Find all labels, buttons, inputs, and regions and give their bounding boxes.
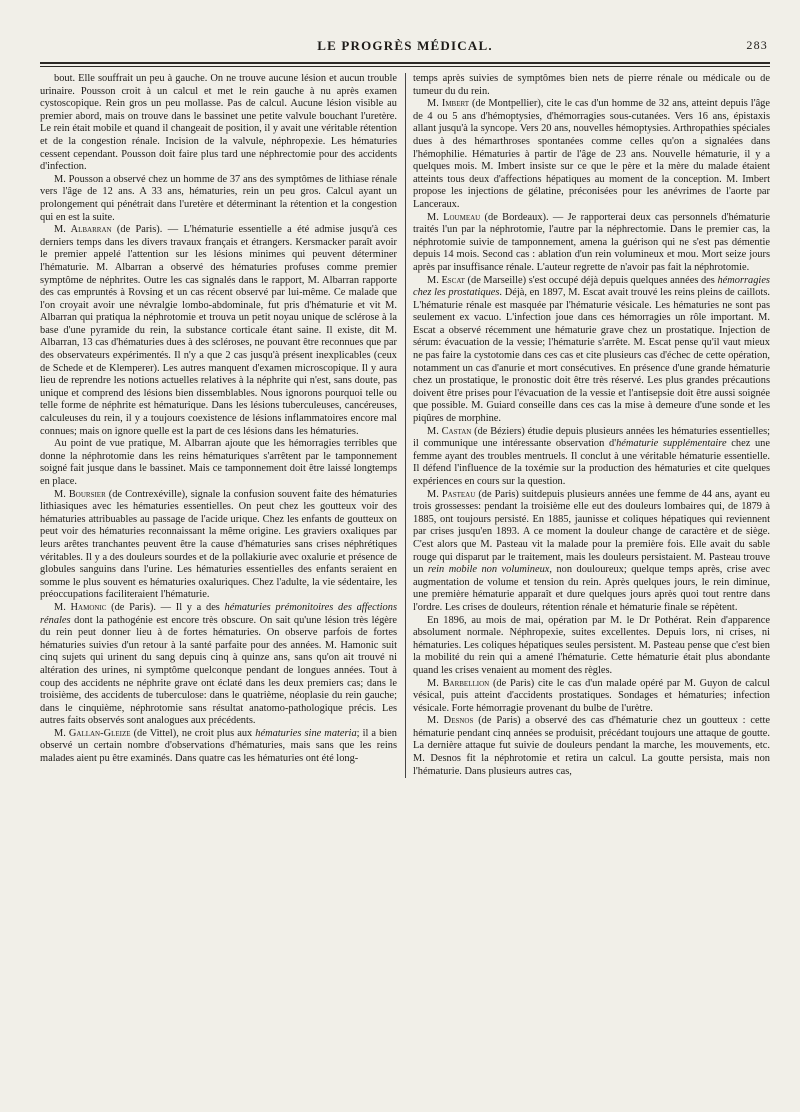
paragraph-text: (de Paris) a observé des cas d'hématurie chez un goutteux : cette hématurie pendant cinq années se produisit, précédant toujours une attaque de goutte. La dernière attaque fut suivie de douleurs pendant la marche, les mouvements, etc. M. Desnos fit la néphrotomie et retira un calcul. La goutte persista, mais non l'hématurie. Dans plusieurs autres cas,	[413, 715, 770, 777]
paragraph	[40, 728, 397, 766]
italic-title: hémorragies chez les prostatiques	[413, 274, 770, 299]
text-columns	[40, 73, 770, 778]
page-header	[40, 38, 770, 60]
paragraph	[413, 98, 770, 211]
paragraph	[40, 602, 397, 728]
paragraph-text: (de Paris) suitdepuis plusieurs années une femme de 44 ans, ayant eu trois grossesses: pendant la troisième elle eut des douleurs lombaires qui, de 1879 à 1885, ont toujours persisté. En 1885, jaunisse et coliques hépatiques qui reviennent par crises jusqu'en 1893. A ce moment la douleur change de caractère et de siège. C'est alors que M. Pasteau vit la malade pour la première fois. Elle avait du sable rouge qui disparut par le traitement, mais les douleurs persistaient. M. Pasteau trouve un	[413, 488, 771, 576]
paragraph	[413, 678, 770, 716]
paragraph	[40, 438, 397, 488]
paragraph-text: . Déjà, en 1897, M. Escat avait trouvé les reins pleins de caillots. L'hématurie rénale est masquée par l'hématurie vésicale. Les hématuries ne sont pas seulement ex vacuo. L'infection joue dans ces hémorragies un rôle important. M. Escat a observé récemment une hématurie grave chez un prostatique. Injection de sérum: évacuation de la vessie; l'hématurie s'arrête. M. Escat pense qu'il vaut mieux ne pas faire la cystotomie dans ces cas et cite plusieurs cas d'échec de cette opération, notamment un cas d'anurie et mort consécutives. En présence d'une grande hématurie chez un prostatique, le pronostic doit être très réservé. Les plus grandes précautions doivent être prises pour l'évacuation de la vessie et l'antisepsie doit être aussi soignée que possible. M. Guiard conseille dans ces cas la mise à demeure d'une sonde et les piqûres de morphine.	[413, 287, 770, 425]
paragraph-text: (de Contrexéville), signale la confusion souvent faite des hématuries lithiasiques avec les hématuries essentielles. On peut chez les goutteux voir des hématuries attribuables au passage de l'acide urique. Chez les enfants de goutteux on peut voir des hématuries reconnaissant la même origine. Les graviers oxaliques par leurs arêtes tranchantes peuvent être la cause d'hématuries sans crises néphrétiques véritables. Il y a des douleurs sourdes et de la pollakiurie avec oxalurie et présence de globules sanguins dans l'urine. Les hématuries essentielles des enfants seraient en somme le plus souvent es hématuries oxaluriques. Chez l'adulte, la vie sédentaire, les préoccupations faciliteraient l'hématurie.	[40, 488, 397, 601]
speaker-name: M. Pasteau	[427, 488, 476, 500]
italic-title: rein mobile non volumineux	[427, 564, 550, 576]
page-number: 283	[746, 38, 768, 52]
paragraph-text: (de Vittel), ne croit plus aux	[130, 727, 256, 739]
speaker-name: M. Gallan-Gleize	[54, 727, 131, 739]
speaker-name: M. Albarran	[54, 224, 112, 236]
paragraph-text: chez une femme ayant des troubles mentruels. Il conclut à une véritable hématurie essentielle. Il défend l'influence de la toxémie sur la production des hématuries et cite quelques expériences en cours sur la question.	[413, 438, 770, 487]
italic-title: hématuries sine materia	[255, 727, 357, 739]
speaker-name: M. Imbert	[427, 98, 470, 110]
paragraph	[40, 224, 397, 438]
paragraph-text: ; il a bien observé un certain nombre d'observations d'hématuries, mais sans que les reins malades aient pu être examinés. Dans quatre cas les hématuries ont été long-	[40, 727, 397, 765]
paragraph-text: (de Béziers) étudie depuis plusieurs années les hématuries essentielles; il communique une intéressante observation d'	[413, 425, 771, 450]
paragraph	[40, 489, 397, 602]
paragraph-text: (de Bordeaux). — Je rapporterai deux cas personnels d'hématurie traités l'un par la néphrotomie, l'autre par la néphrectomie. Dans le premier cas, la néphrotomie suivie de tamponnement, amena la guérison qui ne s'est pas démentie depuis 14 mois. Second cas : ablation d'un rein volumineux et mou. Mort seize jours après par insuffisance rénale. L'auteur regrette de n'avoir pas fait la néphrotomie.	[413, 211, 770, 273]
paragraph-text: Au point de vue pratique, M. Albarran ajoute que les hémorragies terribles que donne la néphrotomie dans les reins hématuriques s'arrêtent par le tamponnement soigné fait jusque dans le bassinet. Mais ce tamponnement doit être laissé longtemps en place.	[40, 438, 397, 487]
italic-title: hématuries prémonitoires des affections rénales	[40, 601, 397, 626]
emphasis	[616, 438, 727, 449]
paragraph	[413, 275, 770, 426]
italic-title: hématurie supplémentaire	[616, 438, 727, 450]
speaker-name: M. Castan	[427, 425, 472, 437]
speaker-name: M. Loumeau	[427, 211, 481, 223]
emphasis	[428, 564, 550, 575]
paragraph-text: dont la pathogénie est encore très obscure. On sait qu'une lésion très légère du rein peut donner lieu à de fortes hématuries. On observe parfois de fortes hématuries suivies d'un retour à la santé parfaite pour des années. M. Hamonic suit cinq sujets qui urinent du sang depuis cinq à quinze ans, sans qu'on ait trouvé ni altération des urines, ni symptôme quelconque pendant de longues années. Tout à coup des accidents ne néphrite grave ont éclaté dans les deux premiers cas; dans le troisième, des accidents de tuberculose: dans le quatrième, néoplasie du rein gauche; dans le cinquième, néphrotomie sans résultat anatomo-pathologique précis. Les autres faits observés sont analogues aux précédents.	[40, 614, 397, 727]
right-column	[413, 73, 770, 778]
paragraph-text: bout. Elle souffrait un peu à gauche. On ne trouve aucune lésion et aucun trouble urinaire. Pousson croit à un calcul et met le rein gauche à nu après examen cystoscopique. Rein gros un peu mollasse. Pas de calcul. Aucune lésion visible au premier abord, mais on trouve dans le bassinet une petite valvule bouchant l'uretère. Le rein était mobile et quand il changeait de position, il y avait une véritable rétention et de la congestion rénale. Incision de la valvule, néphropexie. Les hématuries cessent cependant. Pousson doit faire plus tard une néphrectomie pour des accidents d'infection.	[40, 73, 397, 173]
paragraph	[40, 174, 397, 224]
paragraph-text: (de Marseille) s'est occupé déjà depuis quelques années des	[464, 274, 718, 286]
paragraph	[413, 73, 770, 98]
paragraph-text: (de Montpellier), cite le cas d'un homme de 32 ans, atteint depuis l'âge de 4 ou 5 ans d'hémoptysies, d'hémorragies sous-cutanées. Vers 16 ans, épistaxis allant jusqu'à la syncope. Vers 20 ans, nouvelles hémoptysies. Arthropathies spéciales dues à des hémarthroses spontanées comme celles qu'on a signalées dans l'hémophilie. Hématuries à partir de l'âge de 23 ans. Nouvelle hématurie, il y a quelques mois. M. Imbert insiste sur ce que le père et la mère du malade étaient atteints tous deux d'affections hépatiques au moment de la conception. M. Imbert propose les injections de gélatine, préconisées pour les anévrimes de l'aorte par Lanceraux.	[413, 98, 770, 210]
paragraph	[413, 426, 770, 489]
paragraph-text: M. Pousson a observé chez un homme de 37 ans des symptômes de lithiase rénale vers l'âge de 12 ans. A 33 ans, hématuries, rein un peu gros. Calcul ayant un prolongement qui pénétrait dans l'uretère et déterminant la rétention et la congestion qui en est la suite.	[40, 173, 397, 223]
speaker-name: M. Hamonic	[54, 601, 107, 613]
paragraph-text: (de Paris). — Il y a des	[106, 601, 225, 613]
paragraph-text: (de Paris) cite le cas d'un malade opéré par M. Guyon de calcul vésical, puis atteint d'accidents prostatiques. Sondages et hématuries; infection vésicale. Forte hémorragie provenant du bulbe de l'urètre.	[413, 677, 770, 714]
speaker-name: M. Boursier	[54, 488, 106, 500]
emphasis	[255, 728, 356, 739]
left-column	[40, 73, 397, 778]
paragraph	[413, 715, 770, 778]
paragraph-text: temps après suivies de symptômes bien nets de pierre rénale ou médicale ou de tumeur du du rein.	[413, 73, 770, 97]
paragraph	[413, 212, 770, 275]
speaker-name: M. Escat	[427, 274, 465, 286]
running-head: LE PROGRÈS MÉDICAL.	[317, 38, 493, 53]
paragraph-text: , non douloureux; quelque temps après, crise avec augmentation de volume et tension du rein. Après quelques jours, le rein diminue, une première hématurie apparaît et dure quelques jours après quoi tout rentre dans l'ordre. Les crises de douleurs, rétention rénale et hématurie finale se répètent.	[413, 564, 770, 613]
paragraph-text: En 1896, au mois de mai, opération par M. le Dr Pothérat. Rein d'apparence absolument normale. Néphropexie, suites excellentes. Depuis lors, ni crises, ni hématuries. Les coliques hépatiques seules persistent. M. Pasteau pense que c'est bien la mobilité du rein qui a amené l'hématurie. Cette hématurie était plus abondante quand les crises venaient au moment des règles.	[413, 614, 770, 676]
paragraph	[413, 615, 770, 678]
paragraph	[413, 489, 770, 615]
paragraph	[40, 73, 397, 174]
speaker-name: M. Desnos	[427, 715, 474, 727]
speaker-name: M. Barbellion	[427, 677, 490, 689]
header-rule	[40, 62, 770, 67]
paragraph-text: (de Paris). — L'hématurie essentielle a été admise jusqu'à ces derniers temps dans les divers travaux français et étrangers. Kersmacker paraît avoir le premier appelé l'attention sur les lésions minimes qui peuvent déterminer l'hématurie. M. Albarran a observé des hématuries profuses comme premier symptôme de néphrites. Outre les cas signalés dans le rapport, M. Albarran rapporte des cas empruntés à Rovsing et un cas récent observé par lui-même. Ce malade que l'on croyait avoir une névralgie lombo-abdominale, fut pris d'hématurie et vit M. Albarran qui pratiqua la néphrotomie et trouva un petit noyau unique de sclérose à la base d'une pyramide du rein, la substance corticale étant saine. Il existe, dit M. Albarran, 13 cas d'hématuries dues à des scléroses, ne pouvant être reconnues que par des observateurs expérimentés. Il n'y a que 2 cas jusqu'à présent inexplicables (ceux de Schede et de Klemperer). Les autres manquent d'examen microscopique. Il y aura lieu de reprendre les notions actuelles relatives à la néphrite qui n'est, sans doute, pas unique et comprend des lésions bien dissemblables. Nous ignorons pourquoi telle ou telle forme de néphrite est hématurique. Dans les lésions tuberculeuses, cancéreuses, calculeuses du rein, il y a toujours coexistence de lésions inflammatoires encore mal connues; mais on ignore quelle est la part de ces lésions dans les hématuries.	[40, 224, 397, 437]
